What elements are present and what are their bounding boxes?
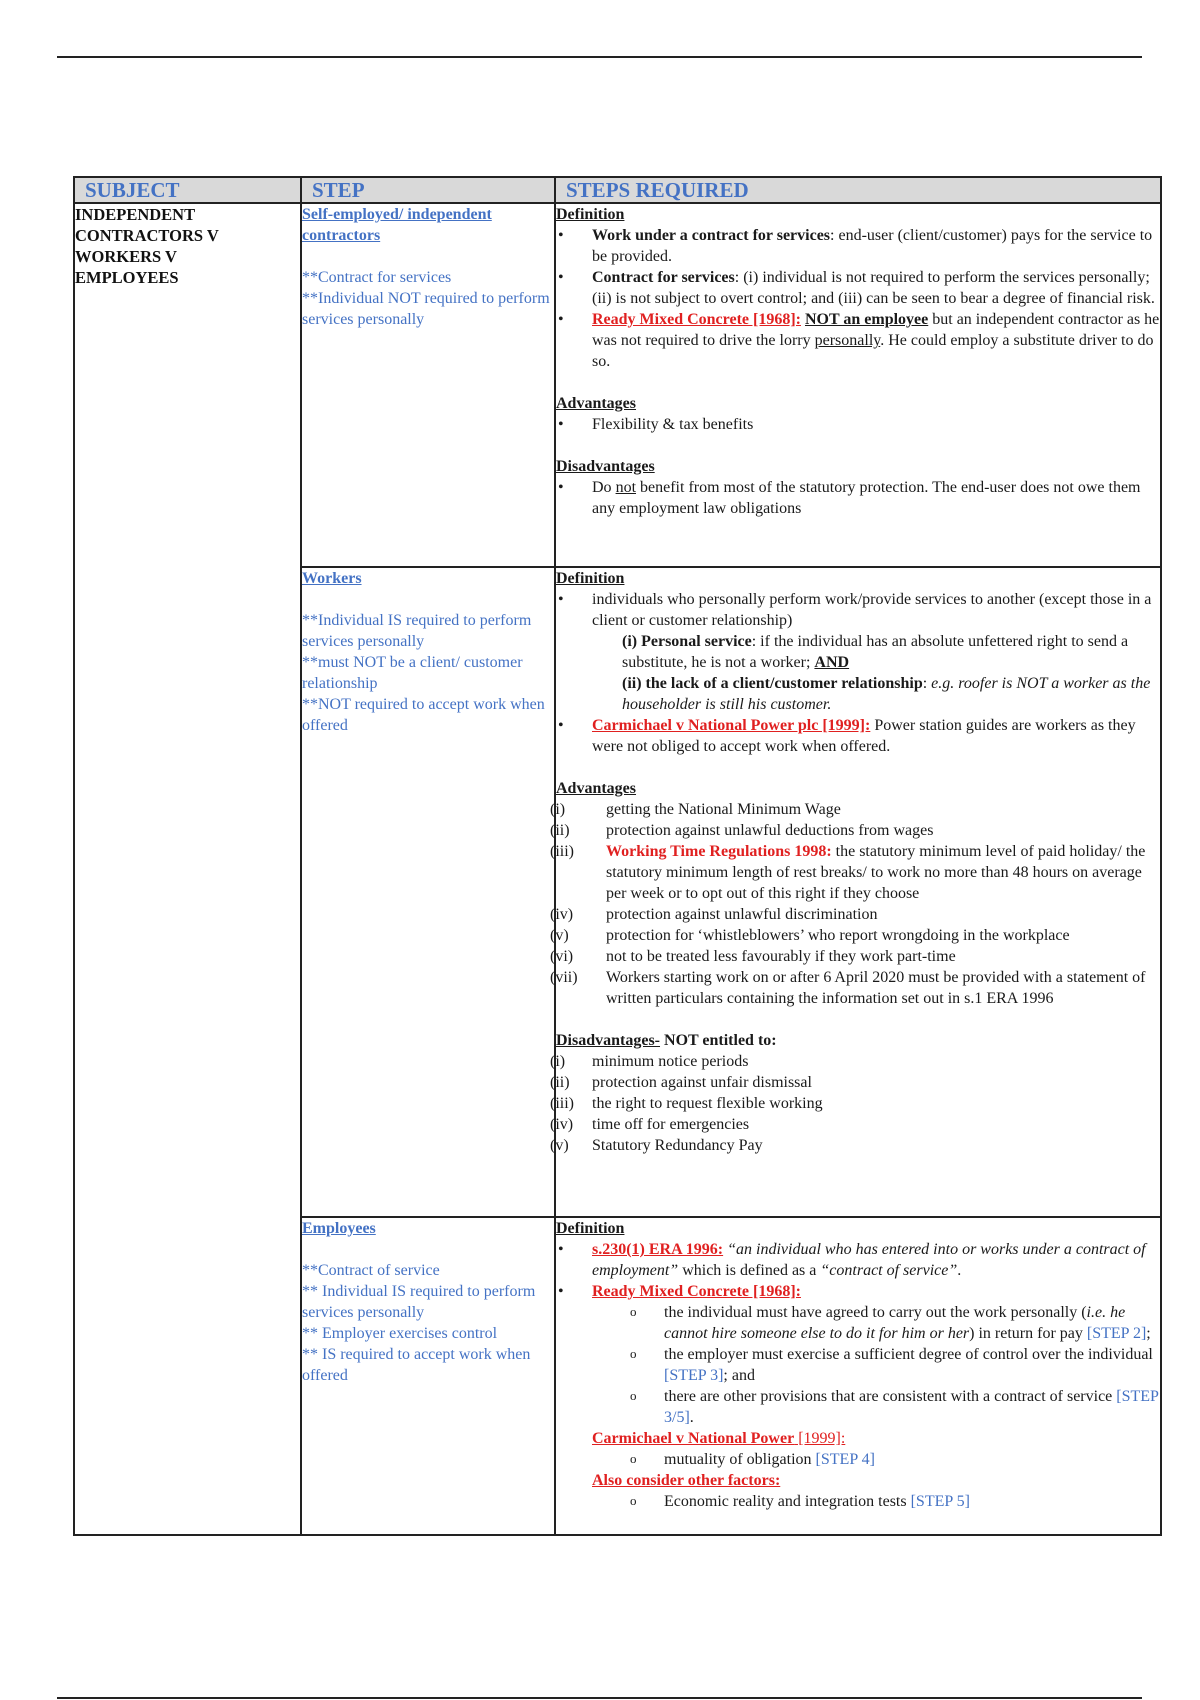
- step-note: ** Individual IS required to perform services personally: [302, 1283, 536, 1321]
- list-item: (i) getting the National Minimum Wage: [550, 801, 841, 818]
- sub-list: [556, 1302, 1160, 1428]
- steps-cell-employees: [555, 1217, 1161, 1535]
- list-item: (iv) time off for emergencies: [550, 1116, 750, 1133]
- advantages-heading: Advantages: [556, 780, 637, 797]
- list-item: (ii) protection against unlawful deductions from wages: [550, 822, 934, 839]
- list-item: (iv) protection against unlawful discrimination: [550, 906, 878, 923]
- list-item: • s.230(1) ERA 1996: “an individual who has entered into or works under a contract of employment” which is defined as a “contract of service”.: [556, 1239, 1160, 1281]
- step-reference: [STEP 3/5]: [664, 1388, 1159, 1426]
- sub-list: [556, 1491, 1160, 1512]
- disadvantages-list: [556, 477, 1160, 519]
- advantages-list: [550, 799, 1160, 1009]
- list-item: o there are other provisions that are consistent with a contract of service [STEP 3/5].: [592, 1386, 1160, 1428]
- step-reference: [STEP 2]: [1086, 1325, 1147, 1342]
- step-title-employees: Employees: [302, 1220, 376, 1237]
- step-note: **Individual NOT required to perform services personally: [302, 290, 550, 328]
- definition-list: [556, 589, 1160, 757]
- list-item: • Carmichael v National Power plc [1999]: Power station guides are workers as they were not obliged to accept work when offered.: [556, 715, 1160, 757]
- case-citation: Carmichael v National Power [1999]:: [592, 1430, 846, 1447]
- step-title-self-employed: Self-employed/ independent contractors: [302, 206, 492, 244]
- subject-line-1: INDEPENDENT: [75, 205, 196, 224]
- other-factors-heading: Also consider other factors:: [592, 1472, 781, 1489]
- top-rule: [57, 56, 1142, 58]
- subject-line-2: CONTRACTORS V: [75, 226, 219, 245]
- step-note: ** Employer exercises control: [302, 1325, 498, 1342]
- list-item: • Flexibility & tax benefits: [556, 414, 1160, 435]
- case-citation: s.230(1) ERA 1996:: [592, 1241, 724, 1258]
- list-item: • Work under a contract for services: end-user (client/customer) pays for the service to be provided.: [556, 225, 1160, 267]
- step-note: ** IS required to accept work when offered: [302, 1346, 531, 1384]
- case-citation: Ready Mixed Concrete [1968]:: [592, 1283, 801, 1300]
- definition-heading: Definition: [556, 1220, 625, 1237]
- step-reference: [STEP 3]: [664, 1367, 724, 1384]
- definition-heading: Definition: [556, 570, 625, 587]
- list-item: (iii) Working Time Regulations 1998: the statutory minimum level of paid holiday/ the statutory minimum length of rest breaks/ to work no more than 48 hours on average per week or to opt out of this right if they choose: [550, 843, 1146, 902]
- step-note: **Contract of service: [302, 1262, 440, 1279]
- list-item: (v) protection for ‘whistleblowers’ who report wrongdoing in the workplace: [550, 927, 1070, 944]
- definition-heading: Definition: [556, 206, 625, 223]
- disadvantages-list: [550, 1051, 1160, 1156]
- step-note: **Individual IS required to perform services personally: [302, 612, 532, 650]
- list-item: o Economic reality and integration tests [STEP 5]: [592, 1491, 1160, 1512]
- definition-list: [556, 1239, 1160, 1302]
- disadvantages-heading: Disadvantages- NOT entitled to:: [556, 1032, 777, 1049]
- header-steps-required: STEPS REQUIRED: [555, 177, 1161, 203]
- list-item: • Ready Mixed Concrete [1968]: NOT an employee but an independent contractor as he was not required to drive the lorry personally. He could employ a substitute driver to do so.: [556, 309, 1160, 372]
- steps-cell-workers: [550, 567, 1161, 1217]
- step-cell-workers: [301, 567, 555, 1217]
- case-citation: Ready Mixed Concrete [1968]:: [592, 311, 801, 328]
- case-citation: Carmichael v National Power plc [1999]:: [592, 717, 871, 734]
- list-item: o the individual must have agreed to carry out the work personally (i.e. he cannot hire someone else to do it for him or her) in return for pay [STEP 2];: [592, 1302, 1160, 1344]
- advantages-heading: Advantages: [556, 395, 637, 412]
- summary-table: [73, 176, 1162, 1536]
- list-item: • individuals who personally perform work/provide services to another (except those in a client or customer relationship) (i) Personal service: if the individual has an absolute unfettered right to send a substitute, he is not a worker; AND (ii) the lack of a client/customer relationship: e.g. roofer is NOT a worker as the householder is still his customer.: [556, 589, 1160, 715]
- header-row: [74, 177, 1161, 203]
- list-item: (vii) Workers starting work on or after 6 April 2020 must be provided with a statement of written particulars containing the information set out in s.1 ERA 1996: [550, 969, 1146, 1007]
- list-item: (i) minimum notice periods: [550, 1053, 749, 1070]
- header-step: STEP: [301, 177, 555, 203]
- list-item: • Do not benefit from most of the statutory protection. The end-user does not owe them any employment law obligations: [556, 477, 1160, 519]
- list-item: [556, 1281, 1160, 1302]
- table-row-self-employed: [74, 203, 1161, 567]
- step-cell-self-employed: [301, 203, 555, 567]
- subject-line-3: WORKERS V: [75, 247, 177, 266]
- bottom-rule: [57, 1697, 1142, 1699]
- step-title-workers: Workers: [302, 570, 362, 587]
- list-item: (v) Statutory Redundancy Pay: [550, 1137, 763, 1154]
- list-item: o mutuality of obligation [STEP 4]: [592, 1449, 1160, 1470]
- definition-list: [556, 225, 1160, 372]
- step-note: **Contract for services: [302, 269, 452, 286]
- list-item: (vi) not to be treated less favourably if they work part-time: [550, 948, 956, 965]
- list-item: (iii) the right to request flexible working: [550, 1095, 823, 1112]
- subject-cell: [74, 203, 301, 1535]
- subject-line-4: EMPLOYEES: [75, 268, 179, 287]
- step-note: **NOT required to accept work when offered: [302, 696, 545, 734]
- steps-cell-self-employed: [555, 203, 1161, 567]
- header-subject: SUBJECT: [74, 177, 301, 203]
- list-item: • Contract for services: (i) individual is not required to perform the services personally; (ii) is not subject to overt control; and (iii) can be seen to bear a degree of financial risk.: [556, 267, 1160, 309]
- advantages-list: [556, 414, 1160, 435]
- step-note: **must NOT be a client/ customer relationship: [302, 654, 523, 692]
- disadvantages-heading: Disadvantages: [556, 458, 655, 475]
- step-cell-employees: [301, 1217, 555, 1535]
- list-item: (ii) protection against unfair dismissal: [550, 1074, 812, 1091]
- step-reference: [STEP 4]: [815, 1451, 875, 1468]
- list-item: o the employer must exercise a sufficient degree of control over the individual [STEP 3]; and: [592, 1344, 1160, 1386]
- sub-list: [556, 1449, 1160, 1470]
- step-reference: [STEP 5]: [910, 1493, 970, 1510]
